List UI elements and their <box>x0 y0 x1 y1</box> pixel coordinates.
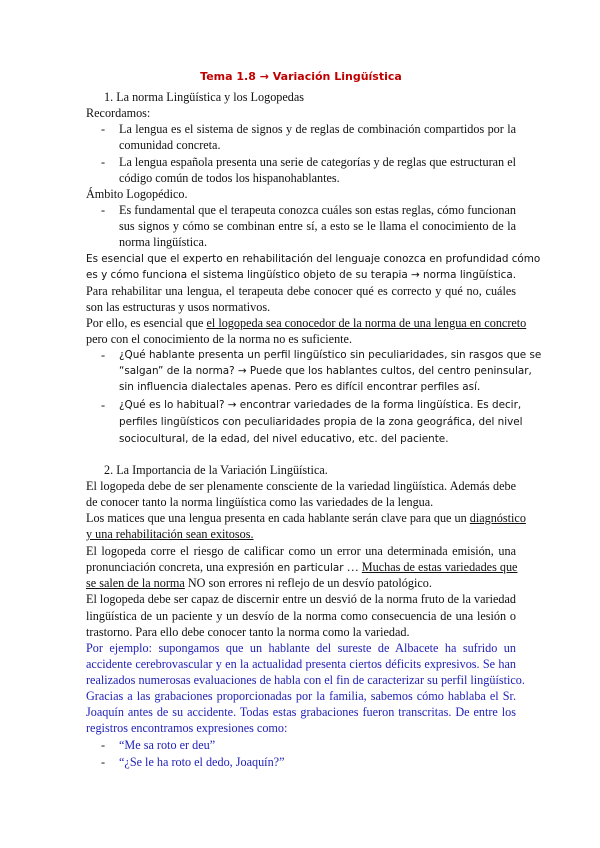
paragraph-line: pero con el conocimiento de la norma no es suficiente. <box>86 332 353 346</box>
list-item-line: comunidad concreta. <box>119 138 221 152</box>
underlined-text: se salen de la norma <box>86 576 185 590</box>
paragraph-line <box>86 559 516 576</box>
list-item-line: perfiles lingüísticos con peculiaridades propia de la zona geográfica, del nivel <box>119 416 523 428</box>
example-line: Por ejemplo: supongamos que un hablante del sureste de Albacete ha sufrido un <box>86 641 516 655</box>
list-item-line: ¿Qué hablante presenta un perfil lingüístico sin peculiaridades, sin rasgos que se <box>119 349 542 361</box>
example-line: realizados numerosas evaluaciones de habla con el fin de caracterizar su perfil lingüístico. <box>86 673 525 687</box>
text-run: en particular <box>277 562 344 574</box>
text-run: … <box>343 560 362 574</box>
example-line: accidente cerebrovascular y en la actualidad presenta ciertos déficits expresivos. Se han <box>86 657 516 671</box>
bullet-dash: - <box>101 738 106 752</box>
paragraph-line: Para rehabilitar una lengua, el terapeuta debe conocer qué es correcto y qué no, cuáles <box>86 284 516 298</box>
paragraph-line: El logopeda corre el riesgo de calificar como un error una determinada emisión, una <box>86 544 516 558</box>
paragraph-line <box>86 575 516 591</box>
quote-line: “¿Se le ha roto el dedo, Joaquín?” <box>119 755 285 769</box>
paragraph-line: lingüística de un paciente y un desvío de la norma como consecuencia de una lesión o <box>86 609 516 623</box>
section-heading-2: 2. La Importancia de la Variación Lingüística. <box>104 463 328 477</box>
example-line: registros encontramos expresiones como: <box>86 721 288 735</box>
bullet-dash: - <box>101 348 106 362</box>
text-run: NO son errores ni reflejo de un desvío patológico. <box>184 576 432 590</box>
list-item-line: “salgan” de la norma? → Puede que los hablantes cultos, del centro peninsular, <box>119 365 532 377</box>
underlined-text: el logopeda sea conocedor de la norma de una lengua en concreto <box>206 316 527 330</box>
bullet-dash: - <box>101 398 106 412</box>
paragraph-line: El logopeda debe ser capaz de discernir entre un desvió de la norma fruto de la variedad <box>86 592 516 606</box>
paragraph-line: es y cómo funciona el sistema lingüístico objeto de su terapia → norma lingüística. <box>86 269 517 281</box>
list-item-line: código común de todos los hispanohablantes. <box>119 171 340 185</box>
paragraph-line: de conocer tanto la norma lingüística como las variedades de la lengua. <box>86 495 434 509</box>
list-item-line: Es fundamental que el terapeuta conozca cuáles son estas reglas, cómo funcionan <box>119 203 516 217</box>
paragraph-line <box>86 315 527 331</box>
list-item-line: sin influencia dialectales apenas. Pero es difícil encontrar perfiles así. <box>119 381 481 393</box>
paragraph-line: Es esencial que el experto en rehabilitación del lenguaje conozca en profundidad cómo <box>86 253 541 265</box>
text-run: pronunciación concreta, una expresión <box>86 560 278 574</box>
example-line: Gracias a las grabaciones proporcionadas por la familia, sabemos cómo hablaba el Sr. <box>86 689 516 703</box>
list-item-line: sus signos y cómo se combinan entre sí, a esto se le llama el conocimiento de la <box>119 219 516 233</box>
quote-line: “Me sa roto er deu” <box>119 738 216 752</box>
paragraph-line: son las estructuras y usos normativos. <box>86 300 271 314</box>
bullet-dash: - <box>101 122 106 136</box>
section-heading-1: 1. La norma Lingüística y los Logopedas <box>104 90 305 104</box>
paragraph-line: El logopeda debe de ser plenamente consciente de la variedad lingüística. Además debe <box>86 479 516 493</box>
underlined-text: Muchas de estas variedades que <box>361 560 518 574</box>
example-line: Joaquín antes de su accidente. Todas estas grabaciones fueron transcritas. De entre los <box>86 705 516 719</box>
page-title: Tema 1.8 → Variación Lingüística <box>200 70 402 83</box>
underlined-text: diagnóstico <box>469 511 526 525</box>
text-run: Por ello, es esencial que <box>86 316 207 330</box>
paragraph-line <box>86 510 526 526</box>
bullet-dash: - <box>101 155 106 169</box>
paragraph-line: Recordamos: <box>86 106 151 120</box>
underlined-text: y una rehabilitación sean exitosos. <box>86 527 254 541</box>
list-item-line: ¿Qué es lo habitual? → encontrar variedades de la forma lingüística. Es decir, <box>119 399 522 411</box>
bullet-dash: - <box>101 755 106 769</box>
text-run: Los matices que una lengua presenta en cada hablante serán clave para que un <box>86 511 470 525</box>
paragraph-line: Ámbito Logopédico. <box>86 187 188 201</box>
list-item-line: norma lingüística. <box>119 235 208 249</box>
list-item-line: sociocultural, de la edad, del nivel educativo, etc. del paciente. <box>119 433 449 445</box>
bullet-dash: - <box>101 203 106 217</box>
list-item-line: La lengua española presenta una serie de categorías y de reglas que estructuran el <box>119 155 516 169</box>
paragraph-line: trastorno. Para ello debe conocer tanto la norma como la variedad. <box>86 625 410 639</box>
list-item-line: La lengua es el sistema de signos y de reglas de combinación compartidos por la <box>119 122 516 136</box>
